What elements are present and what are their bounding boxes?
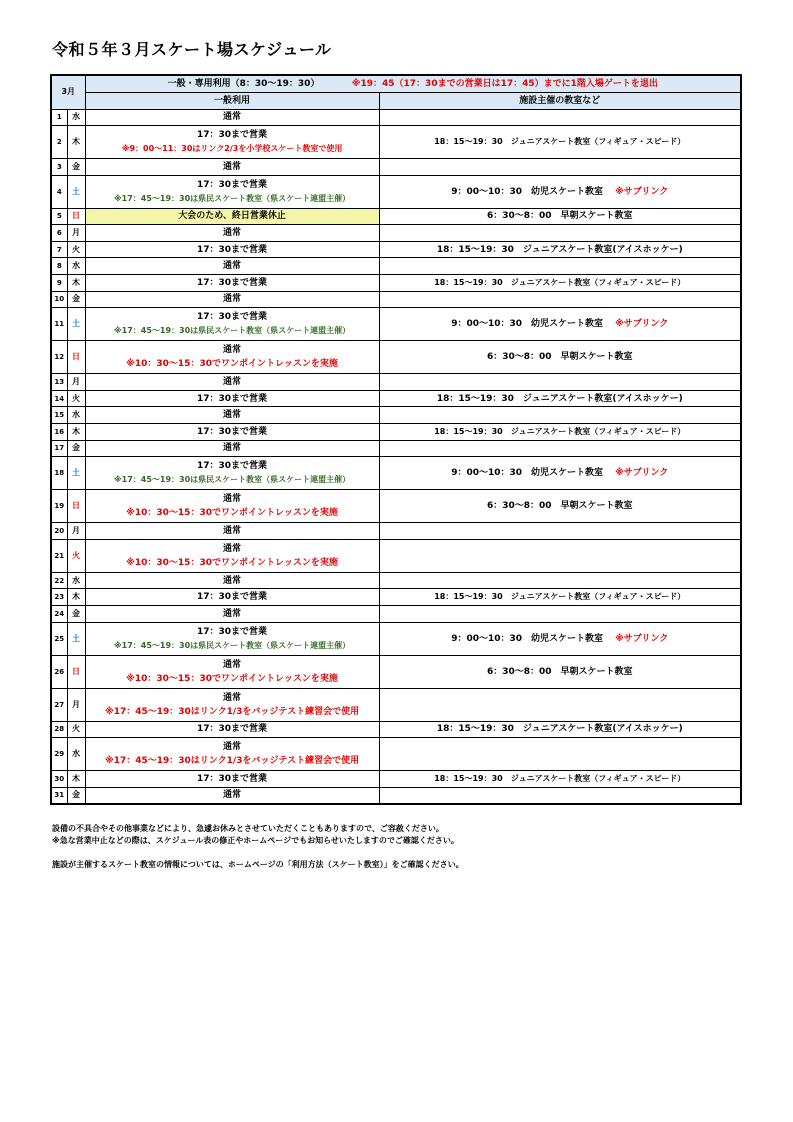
schedule-body — [51, 109, 741, 804]
row-date: 3 — [51, 159, 67, 176]
row-date: 5 — [51, 208, 67, 225]
facility-class: 9：00～10：30 幼児スケート教室 — [451, 633, 604, 644]
row-general — [85, 523, 379, 540]
table-row — [51, 787, 741, 804]
general-main: 通常 — [223, 345, 242, 356]
table-row — [51, 175, 741, 208]
row-facility — [379, 424, 741, 441]
facility-class: 18：15～19：30 ジュニアスケート教室（フィギュア・スピード） — [434, 426, 686, 436]
table-row — [51, 341, 741, 374]
row-weekday: 木 — [67, 424, 85, 441]
row-general — [85, 241, 379, 258]
table-row — [51, 390, 741, 407]
row-facility — [379, 457, 741, 490]
table-row — [51, 655, 741, 688]
general-main: 通常 — [223, 443, 242, 454]
general-main: 通常 — [223, 742, 242, 753]
general-note: ※10：30～15：30でワンポイントレッスンを実施 — [126, 557, 338, 568]
general-main: 通常 — [223, 410, 242, 421]
table-row — [51, 258, 741, 275]
general-note: ※10：30～15：30でワンポイントレッスンを実施 — [126, 359, 338, 370]
general-main: 17：30まで営業 — [196, 130, 268, 141]
row-facility — [379, 208, 741, 225]
facility-class: 9：00～10：30 幼児スケート教室 — [451, 186, 604, 197]
row-date: 13 — [51, 374, 67, 391]
note-line — [52, 847, 464, 859]
row-general — [85, 655, 379, 688]
row-facility — [379, 275, 741, 292]
row-date: 27 — [51, 688, 67, 721]
table-row — [51, 291, 741, 308]
row-date: 6 — [51, 225, 67, 242]
facility-class: 6：30～8：00 早朝スケート教室 — [486, 666, 633, 677]
general-main: 17：30まで営業 — [196, 724, 268, 735]
row-date: 14 — [51, 390, 67, 407]
table-row — [51, 523, 741, 540]
note-line: 施設が主催するスケート教室の情報については、ホームページの「利用方法（スケート教室）」をご確認ください。 — [52, 860, 464, 869]
row-weekday: 土 — [67, 457, 85, 490]
row-facility — [379, 126, 741, 159]
row-date: 28 — [51, 721, 67, 738]
row-weekday: 金 — [67, 440, 85, 457]
row-facility — [379, 159, 741, 176]
facility-class: 18：15～19：30 ジュニアスケート教室（フィギュア・スピード） — [434, 137, 686, 147]
row-facility — [379, 490, 741, 523]
general-main: 大会のため、終日営業休止 — [178, 211, 286, 222]
facility-note: ※サブリンク — [615, 468, 669, 479]
row-weekday: 金 — [67, 787, 85, 804]
page-title: 令和５年３月スケート場スケジュール — [52, 40, 332, 59]
facility-class: 18：15～19：30 ジュニアスケート教室(アイスホッケー) — [436, 724, 683, 735]
table-row — [51, 275, 741, 292]
notes-block — [52, 823, 464, 871]
general-main: 17：30まで営業 — [196, 461, 268, 472]
general-main: 17：30まで営業 — [196, 277, 268, 288]
row-facility — [379, 175, 741, 208]
row-weekday: 土 — [67, 175, 85, 208]
general-main: 17：30まで営業 — [196, 592, 268, 603]
row-general — [85, 738, 379, 771]
row-weekday: 水 — [67, 109, 85, 126]
general-main: 通常 — [223, 294, 242, 305]
row-date: 25 — [51, 622, 67, 655]
table-row — [51, 308, 741, 341]
note-line: ※急な営業中止などの際は、スケジュール表の修正やホームページでもお知らせいたしますのでご確認ください。 — [52, 836, 459, 845]
row-weekday: 水 — [67, 738, 85, 771]
row-date: 31 — [51, 787, 67, 804]
row-weekday: 火 — [67, 241, 85, 258]
facility-note: ※サブリンク — [615, 186, 669, 197]
general-main: 通常 — [223, 112, 242, 123]
table-row — [51, 721, 741, 738]
row-weekday: 月 — [67, 523, 85, 540]
row-weekday: 土 — [67, 308, 85, 341]
facility-class: 6：30～8：00 早朝スケート教室 — [486, 352, 633, 363]
general-note: ※17：45～19：30は県民スケート教室（県スケート連盟主催） — [113, 193, 351, 203]
general-note: ※17：45～19：30はリンク1/3をバッジテスト練習会で使用 — [104, 756, 360, 767]
row-weekday: 日 — [67, 490, 85, 523]
row-general — [85, 589, 379, 606]
row-general — [85, 787, 379, 804]
row-general — [85, 721, 379, 738]
row-general — [85, 258, 379, 275]
row-date: 8 — [51, 258, 67, 275]
row-general — [85, 175, 379, 208]
row-weekday: 木 — [67, 771, 85, 788]
general-main: 17：30まで営業 — [196, 244, 268, 255]
general-note: ※17：45～19：30は県民スケート教室（県スケート連盟主催） — [113, 475, 351, 485]
table-row — [51, 457, 741, 490]
row-date: 21 — [51, 539, 67, 572]
row-weekday: 金 — [67, 606, 85, 623]
row-general — [85, 225, 379, 242]
facility-class: 18：15～19：30 ジュニアスケート教室（フィギュア・スピード） — [434, 277, 686, 287]
row-weekday: 火 — [67, 721, 85, 738]
row-weekday: 木 — [67, 589, 85, 606]
general-main: 通常 — [223, 377, 242, 388]
row-facility — [379, 738, 741, 771]
table-row — [51, 225, 741, 242]
hours-note: ※19：45（17：30までの営業日は17：45）までに1階入場ゲートを退出 — [351, 78, 658, 89]
row-general — [85, 374, 379, 391]
table-row — [51, 490, 741, 523]
row-general — [85, 539, 379, 572]
facility-class: 6：30～8：00 早朝スケート教室 — [486, 211, 633, 222]
row-date: 10 — [51, 291, 67, 308]
row-general — [85, 390, 379, 407]
row-facility — [379, 258, 741, 275]
general-main: 通常 — [223, 261, 242, 272]
month-header: 3月 — [51, 75, 85, 109]
table-row — [51, 539, 741, 572]
row-general — [85, 622, 379, 655]
general-note: ※10：30～15：30でワンポイントレッスンを実施 — [126, 508, 338, 519]
row-weekday: 金 — [67, 159, 85, 176]
table-row — [51, 738, 741, 771]
row-weekday: 木 — [67, 126, 85, 159]
row-facility — [379, 109, 741, 126]
general-main: 17：30まで営業 — [196, 426, 268, 437]
table-row — [51, 126, 741, 159]
row-date: 4 — [51, 175, 67, 208]
row-date: 16 — [51, 424, 67, 441]
row-weekday: 月 — [67, 225, 85, 242]
facility-note: ※サブリンク — [615, 319, 669, 330]
row-facility — [379, 308, 741, 341]
row-facility — [379, 225, 741, 242]
row-weekday: 金 — [67, 291, 85, 308]
row-facility — [379, 606, 741, 623]
row-facility — [379, 572, 741, 589]
row-weekday: 月 — [67, 688, 85, 721]
row-general — [85, 208, 379, 225]
note-line: 設備の不具合やその他事業などにより、急遽お休みとさせていただくこともありますので、ご容赦ください。 — [52, 824, 444, 833]
row-general — [85, 457, 379, 490]
facility-class: 18：15～19：30 ジュニアスケート教室(アイスホッケー) — [436, 393, 683, 404]
general-main: 17：30まで営業 — [196, 773, 268, 784]
row-date: 7 — [51, 241, 67, 258]
facility-class: 9：00～10：30 幼児スケート教室 — [451, 319, 604, 330]
row-facility — [379, 341, 741, 374]
col-general-header: 一般利用 — [85, 92, 379, 109]
row-date: 19 — [51, 490, 67, 523]
row-general — [85, 275, 379, 292]
facility-note: ※サブリンク — [615, 633, 669, 644]
table-row — [51, 374, 741, 391]
general-note: ※17：45～19：30は県民スケート教室（県スケート連盟主催） — [113, 640, 351, 650]
row-weekday: 火 — [67, 390, 85, 407]
row-date: 26 — [51, 655, 67, 688]
facility-class: 18：15～19：30 ジュニアスケート教室（フィギュア・スピード） — [434, 773, 686, 783]
row-date: 2 — [51, 126, 67, 159]
general-main: 通常 — [223, 161, 242, 172]
general-main: 通常 — [223, 526, 242, 537]
hours-label: 一般・専用利用（8：30～19：30） — [167, 78, 320, 89]
row-general — [85, 440, 379, 457]
row-date: 17 — [51, 440, 67, 457]
general-main: 17：30まで営業 — [196, 179, 268, 190]
table-row — [51, 622, 741, 655]
row-date: 11 — [51, 308, 67, 341]
row-general — [85, 291, 379, 308]
row-date: 15 — [51, 407, 67, 424]
row-general — [85, 341, 379, 374]
row-date: 1 — [51, 109, 67, 126]
general-note: ※9：00～11：30はリンク2/3を小学校スケート教室で使用 — [121, 144, 343, 154]
row-facility — [379, 622, 741, 655]
row-facility — [379, 688, 741, 721]
row-facility — [379, 721, 741, 738]
row-date: 23 — [51, 589, 67, 606]
general-main: 通常 — [223, 228, 242, 239]
row-facility — [379, 523, 741, 540]
row-weekday: 土 — [67, 622, 85, 655]
row-general — [85, 109, 379, 126]
row-date: 22 — [51, 572, 67, 589]
schedule-table — [50, 74, 742, 805]
row-general — [85, 424, 379, 441]
row-general — [85, 308, 379, 341]
row-weekday: 火 — [67, 539, 85, 572]
row-general — [85, 490, 379, 523]
row-date: 30 — [51, 771, 67, 788]
general-note: ※17：45～19：30はリンク1/3をバッジテスト練習会で使用 — [104, 706, 360, 717]
row-weekday: 水 — [67, 572, 85, 589]
general-main: 通常 — [223, 692, 242, 703]
row-facility — [379, 787, 741, 804]
table-row — [51, 688, 741, 721]
row-weekday: 月 — [67, 374, 85, 391]
hours-header — [85, 75, 741, 92]
table-row — [51, 241, 741, 258]
row-facility — [379, 539, 741, 572]
general-main: 17：30まで営業 — [196, 393, 268, 404]
row-facility — [379, 241, 741, 258]
row-date: 9 — [51, 275, 67, 292]
table-row — [51, 589, 741, 606]
row-weekday: 水 — [67, 407, 85, 424]
row-facility — [379, 771, 741, 788]
general-main: 通常 — [223, 575, 242, 586]
row-facility — [379, 291, 741, 308]
row-weekday: 水 — [67, 258, 85, 275]
table-row — [51, 440, 741, 457]
general-note: ※17：45～19：30は県民スケート教室（県スケート連盟主催） — [113, 326, 351, 336]
table-row — [51, 159, 741, 176]
row-general — [85, 126, 379, 159]
row-facility — [379, 655, 741, 688]
facility-class: 9：00～10：30 幼児スケート教室 — [451, 468, 604, 479]
col-facility-header: 施設主催の教室など — [379, 92, 741, 109]
table-row — [51, 771, 741, 788]
general-main: 通常 — [223, 790, 242, 801]
row-facility — [379, 374, 741, 391]
table-row — [51, 407, 741, 424]
row-facility — [379, 390, 741, 407]
row-weekday: 日 — [67, 208, 85, 225]
facility-class: 18：15～19：30 ジュニアスケート教室（フィギュア・スピード） — [434, 592, 686, 602]
facility-class: 18：15～19：30 ジュニアスケート教室(アイスホッケー) — [436, 244, 683, 255]
general-main: 17：30まで営業 — [196, 626, 268, 637]
general-note: ※10：30～15：30でワンポイントレッスンを実施 — [126, 673, 338, 684]
general-main: 通常 — [223, 659, 242, 670]
row-general — [85, 688, 379, 721]
row-facility — [379, 589, 741, 606]
row-date: 20 — [51, 523, 67, 540]
general-main: 通常 — [223, 543, 242, 554]
row-weekday: 日 — [67, 341, 85, 374]
row-general — [85, 159, 379, 176]
row-facility — [379, 440, 741, 457]
row-general — [85, 606, 379, 623]
general-main: 通常 — [223, 494, 242, 505]
row-general — [85, 407, 379, 424]
row-date: 24 — [51, 606, 67, 623]
row-date: 12 — [51, 341, 67, 374]
table-row — [51, 109, 741, 126]
row-weekday: 木 — [67, 275, 85, 292]
general-main: 17：30まで営業 — [196, 312, 268, 323]
row-general — [85, 771, 379, 788]
table-row — [51, 572, 741, 589]
general-main: 通常 — [223, 608, 242, 619]
table-row — [51, 424, 741, 441]
table-row — [51, 606, 741, 623]
facility-class: 6：30～8：00 早朝スケート教室 — [486, 501, 633, 512]
row-date: 18 — [51, 457, 67, 490]
row-weekday: 日 — [67, 655, 85, 688]
row-date: 29 — [51, 738, 67, 771]
row-general — [85, 572, 379, 589]
table-row — [51, 208, 741, 225]
row-facility — [379, 407, 741, 424]
